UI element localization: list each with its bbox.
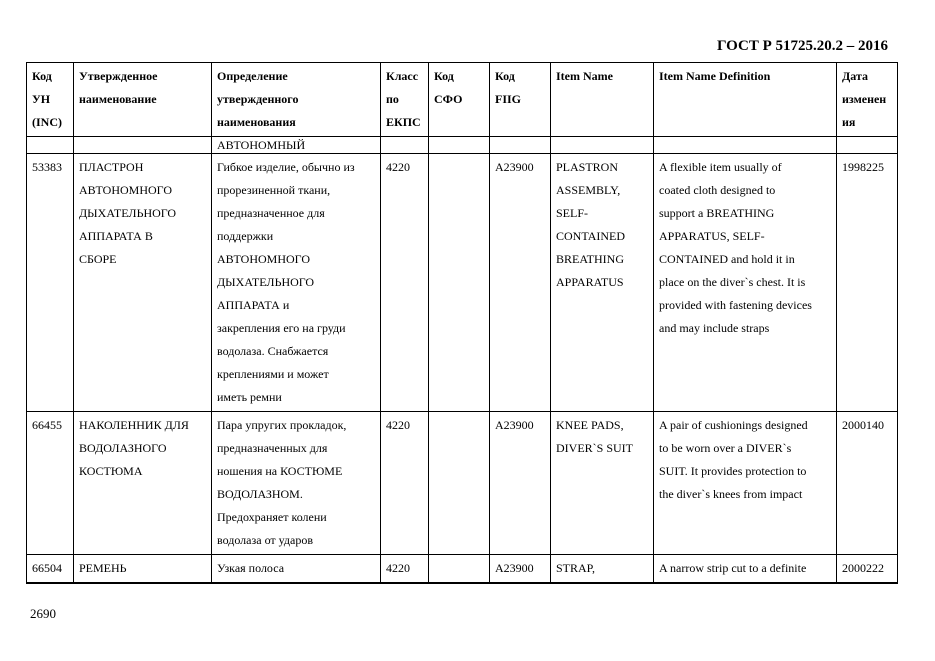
cell-definition: Гибкое изделие, обычно из прорезиненной ткани, предназначенное для поддержки АВТОНОМНОГО ДЫХАТЕЛЬНОГО АППАРАТА и закрепления его на груди водолаза. Снабжается креплениями и может иметь ремни: [212, 154, 381, 412]
column-header-fiig: Код FIIG: [490, 63, 551, 137]
table-row: [27, 555, 898, 584]
cell-date: 2000140: [837, 412, 898, 555]
cell-item-definition: A flexible item usually of coated cloth designed to support a BREATHING APPARATUS, SELF- CONTAINED and hold it in place on the diver`s chest. It is provided with fastening devices and may include straps: [654, 154, 837, 412]
table-row-continuation: [27, 137, 898, 154]
cell-item-name: STRAP,: [551, 555, 654, 584]
cell-date: 1998225: [837, 154, 898, 412]
column-header-date: Дата изменен ия: [837, 63, 898, 137]
cell-definition: Узкая полоса: [212, 555, 381, 584]
cell-item-name: KNEE PADS, DIVER`S SUIT: [551, 412, 654, 555]
cell-sfo: [429, 555, 490, 584]
cell-fiig: A23900: [490, 154, 551, 412]
column-header-class: Класс по ЕКПС: [381, 63, 429, 137]
cell-inc: 53383: [27, 154, 74, 412]
cell-sfo: [429, 412, 490, 555]
cell-item-definition: A pair of cushionings designed to be worn over a DIVER`s SUIT. It provides protection to the diver`s knees from impact: [654, 412, 837, 555]
cell-date: 2000222: [837, 555, 898, 584]
column-header-item-definition: Item Name Definition: [654, 63, 837, 137]
column-header-definition: Определение утвержденного наименования: [212, 63, 381, 137]
table-row: [27, 412, 898, 555]
cell-item-name: PLASTRON ASSEMBLY, SELF- CONTAINED BREATHING APPARATUS: [551, 154, 654, 412]
definition-continuation: АВТОНОМНЫЙ: [212, 137, 381, 154]
cell-item-definition: A narrow strip cut to a definite: [654, 555, 837, 584]
cell-inc: 66455: [27, 412, 74, 555]
cell-approved-name: ПЛАСТРОН АВТОНОМНОГО ДЫХАТЕЛЬНОГО АППАРАТА В СБОРЕ: [74, 154, 212, 412]
cell-sfo: [429, 154, 490, 412]
column-header-approved-name: Утвержденное наименование: [74, 63, 212, 137]
cell-inc: 66504: [27, 555, 74, 584]
cell-approved-name: РЕМЕНЬ: [74, 555, 212, 584]
table-row: [27, 154, 898, 412]
column-header-item-name: Item Name: [551, 63, 654, 137]
page-number: 2690: [30, 606, 56, 621]
cell-fiig: A23900: [490, 412, 551, 555]
registry-table: [26, 62, 898, 584]
cell-fiig: A23900: [490, 555, 551, 584]
cell-approved-name: НАКОЛЕННИК ДЛЯ ВОДОЛАЗНОГО КОСТЮМА: [74, 412, 212, 555]
cell-class: 4220: [381, 555, 429, 584]
document-code: ГОСТ Р 51725.20.2 – 2016: [716, 38, 888, 54]
column-header-inc: Код УН (INC): [27, 63, 74, 137]
cell-class: 4220: [381, 412, 429, 555]
table-header-row: [27, 63, 898, 137]
column-header-sfo: Код СФО: [429, 63, 490, 137]
cell-class: 4220: [381, 154, 429, 412]
cell-definition: Пара упругих прокладок, предназначенных для ношения на КОСТЮМЕ ВОДОЛАЗНОМ. Предохраняет колени водолаза от ударов: [212, 412, 381, 555]
